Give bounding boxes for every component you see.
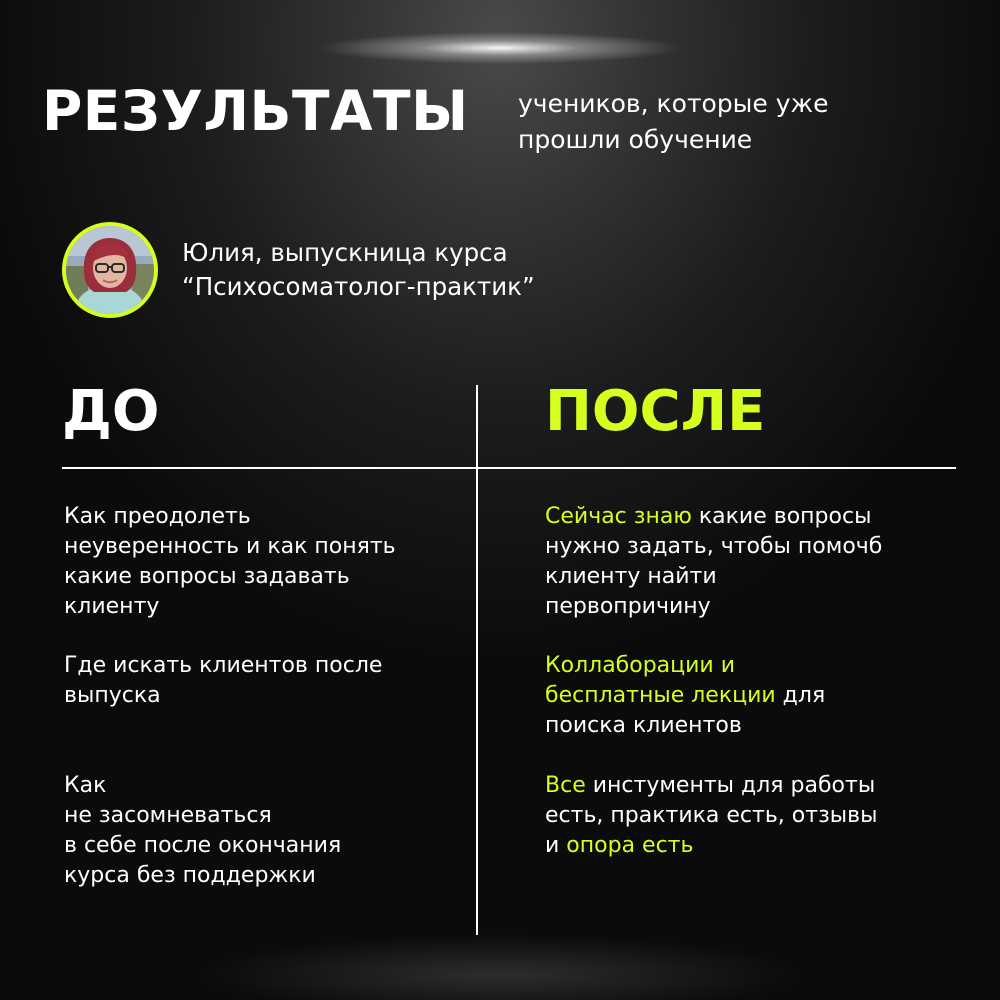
plain-text: клиенту найти: [545, 564, 717, 589]
before-item-2: [64, 651, 382, 711]
graduate-name: Юлия, выпускница курса: [182, 238, 508, 267]
after-item-1: [545, 502, 882, 622]
highlight-text: Коллаборации и: [545, 653, 736, 678]
plain-text: есть, практика есть, отзывы: [545, 803, 878, 828]
item-line: [545, 771, 877, 801]
highlight-text: опора есть: [566, 833, 694, 858]
item-line: [545, 801, 877, 831]
item-line: [545, 532, 882, 562]
highlight-text: Все: [545, 773, 586, 798]
vertical-divider: [476, 385, 478, 935]
graduate-avatar: [62, 222, 158, 318]
highlight-text: бесплатные лекции: [545, 683, 776, 708]
plain-text: инстументы для работы: [585, 773, 876, 798]
page-subtitle: [518, 86, 938, 158]
subtitle-line: учеников, которые уже: [518, 89, 829, 118]
before-item-3: [64, 771, 341, 891]
plain-text: первопричину: [545, 594, 711, 619]
item-line: не засомневаться: [64, 803, 272, 828]
before-heading: ДО: [62, 379, 160, 444]
item-line: выпуска: [64, 683, 161, 708]
after-heading: ПОСЛЕ: [545, 379, 766, 444]
item-line: Как преодолеть: [64, 504, 251, 529]
item-line: [545, 711, 825, 741]
subtitle-line: прошли обучение: [518, 125, 753, 154]
after-item-3: [545, 771, 877, 861]
item-line: неуверенность и как понять: [64, 534, 396, 559]
item-line: [545, 592, 882, 622]
item-line: Где искать клиентов после: [64, 653, 383, 678]
item-line: [545, 562, 882, 592]
plain-text: и: [545, 833, 567, 858]
before-item-1: [64, 502, 396, 622]
item-line: клиенту: [64, 594, 160, 619]
item-line: курса без поддержки: [64, 863, 316, 888]
item-line: [545, 651, 825, 681]
after-item-2: [545, 651, 825, 741]
plain-text: нужно задать, чтобы помочб: [545, 534, 883, 559]
woman-portrait-photo-icon: [66, 226, 154, 314]
plain-text: какие вопросы: [691, 504, 872, 529]
graduate-course: “Психосоматолог-практик”: [182, 272, 535, 301]
item-line: Как: [64, 773, 107, 798]
page-title: РЕЗУЛЬТАТЫ: [42, 79, 469, 143]
item-line: [545, 831, 877, 861]
item-line: [545, 681, 825, 711]
plain-text: поиска клиентов: [545, 713, 742, 738]
horizontal-divider: [62, 467, 956, 469]
floor-light-glow: [200, 930, 800, 1000]
item-line: [545, 502, 882, 532]
item-line: в себе после окончания: [64, 833, 342, 858]
highlight-text: Сейчас знаю: [545, 504, 692, 529]
plain-text: для: [775, 683, 826, 708]
item-line: какие вопросы задавать: [64, 564, 350, 589]
